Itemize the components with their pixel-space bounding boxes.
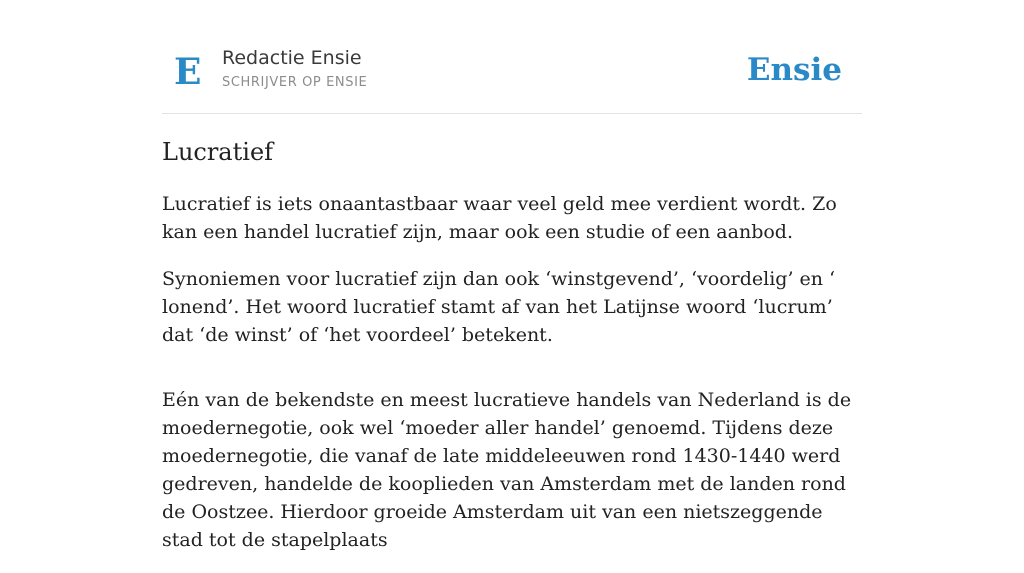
article-body bbox=[162, 190, 862, 573]
article-title: Lucratief bbox=[162, 138, 274, 166]
paragraph-3: Eén van de bekendste en meest lucratieve handels van Nederland is de moedernegotie, ook wel ‘moeder aller handel’ genoemd. Tijdens deze moedernegotie, die vanaf de late middeleeuwen rond 1430-1440 werd gedreven, handelde de kooplieden van Amsterdam met de landen rond de Oostzee. Hierdoor groeide Amsterdam uit van een nietszeggende stad tot de stapelplaats bbox=[162, 389, 852, 551]
paragraph-2: Synoniemen voor lucratief zijn dan ook ‘winstgevend’, ‘voordelig’ en ‘ lonend’. Het woord lucratief stamt af van het Latijnse woord ‘lucrum’ dat ‘de winst’ of ‘het voordeel’ betekent. bbox=[162, 268, 836, 346]
author-role: SCHRIJVER OP ENSIE bbox=[222, 75, 368, 90]
author-avatar[interactable]: E bbox=[174, 51, 202, 93]
author-header bbox=[162, 40, 862, 114]
brand-logo[interactable]: Ensie bbox=[746, 52, 842, 88]
author-name[interactable]: Redactie Ensie bbox=[222, 47, 362, 69]
paragraph-1: Lucratief is iets onaantastbaar waar veel geld mee verdient wordt. Zo kan een handel lucratief zijn, maar ook een studie of een aanbod. bbox=[162, 193, 837, 243]
